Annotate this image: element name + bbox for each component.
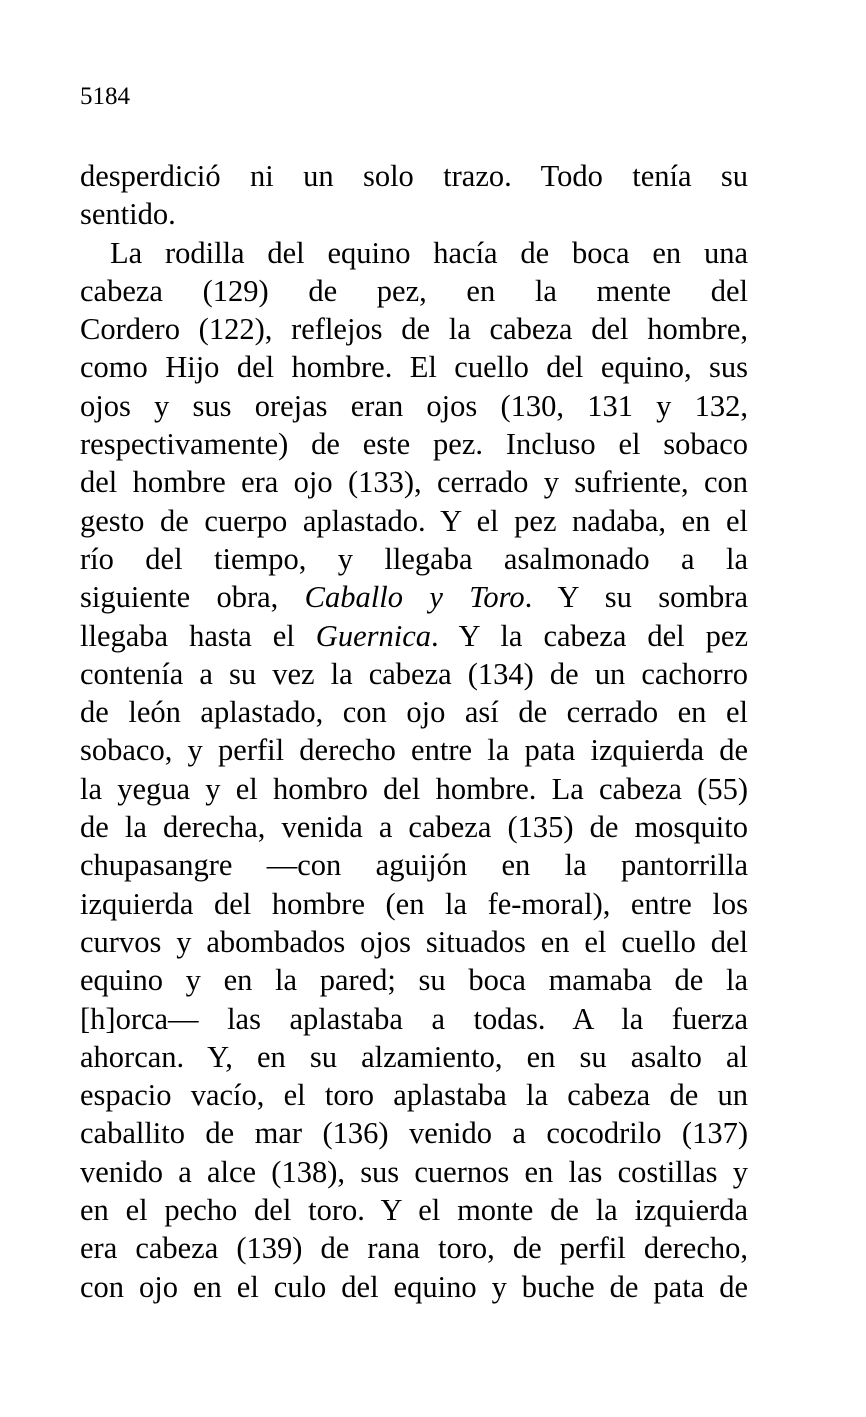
text-line — [80, 885, 748, 923]
text-line — [80, 1000, 748, 1038]
text-run: respectivamente) de este pez. Incluso el sobaco — [80, 427, 748, 462]
text-run: río del tiempo, y llegaba asalmonado a la — [80, 541, 748, 576]
text-run: gesto de cuerpo aplastado. Y el pez nadaba, en el — [80, 503, 748, 538]
text-run: [h]orca— las aplastaba a todas. A la fuerza — [80, 1001, 748, 1036]
italic-title: Guernica — [315, 618, 431, 653]
text-run: izquierda del hombre (en la fe-moral), entre los — [80, 886, 748, 921]
paragraph — [80, 234, 748, 1306]
text-run: de león aplastado, con ojo así de cerrado en el — [80, 695, 748, 730]
text-line — [80, 502, 748, 540]
text-run: sobaco, y perfil derecho entre la pata izquierda de — [80, 733, 748, 768]
text-run: curvos y abombados ojos situados en el cuello del — [80, 924, 748, 959]
text-line — [80, 617, 748, 655]
text-line — [80, 1268, 748, 1306]
text-line — [80, 234, 748, 272]
text-line — [80, 195, 748, 233]
text-run: caballito de mar (136) venido a cocodrilo (137) — [80, 1116, 748, 1151]
text-line — [80, 1191, 748, 1229]
text-line — [80, 272, 748, 310]
text-line — [80, 846, 748, 884]
text-run: era cabeza (139) de rana toro, de perfil derecho, — [80, 1231, 748, 1266]
text-run: la yegua y el hombro del hombre. La cabeza (55) — [80, 771, 748, 806]
text-run: ahorcan. Y, en su alzamiento, en su asalto al — [80, 1039, 748, 1074]
text-line — [80, 425, 748, 463]
text-line — [80, 1038, 748, 1076]
text-run: del hombre era ojo (133), cerrado y sufriente, con — [80, 465, 748, 500]
text-run: desperdició ni un solo trazo. Todo tenía su — [80, 159, 748, 193]
text-line — [80, 655, 748, 693]
text-line — [80, 463, 748, 501]
text-line — [80, 1114, 748, 1152]
text-run: chupasangre —con aguijón en la pantorrilla — [80, 848, 748, 883]
text-run: venido a alce (138), sus cuernos en las costillas y — [80, 1154, 748, 1189]
text-line — [80, 808, 748, 846]
text-line — [80, 310, 748, 348]
text-line — [80, 961, 748, 999]
page-number: 5184 — [80, 83, 130, 110]
text-line — [80, 1229, 748, 1267]
text-run: Cordero (122), reflejos de la cabeza del hombre, — [80, 312, 748, 347]
text-line — [80, 387, 748, 425]
text-run: siguiente obra, — [80, 580, 305, 615]
text-line — [80, 923, 748, 961]
text-line — [80, 157, 748, 195]
text-run: sentido. — [80, 197, 176, 232]
text-run: de la derecha, venida a cabeza (135) de mosquito — [80, 810, 748, 845]
text-run: espacio vacío, el toro aplastaba la cabeza de un — [80, 1078, 748, 1113]
text-run: llegaba hasta el — [80, 618, 316, 653]
text-line — [80, 731, 748, 769]
text-run: ojos y sus orejas eran ojos (130, 131 y 132, — [80, 388, 748, 423]
text-run: como Hijo del hombre. El cuello del equino, sus — [80, 350, 748, 385]
text-run: en el pecho del toro. Y el monte de la izquierda — [80, 1193, 748, 1228]
text-run: cabeza (129) de pez, en la mente del — [80, 273, 748, 308]
text-run: equino y en la pared; su boca mamaba de la — [80, 963, 748, 998]
text-run: . Y la cabeza del pez — [431, 618, 748, 653]
italic-title: Caballo y Toro — [304, 580, 525, 615]
text-line — [80, 693, 748, 731]
text-line — [80, 1076, 748, 1114]
text-line — [80, 770, 748, 808]
text-line — [80, 1153, 748, 1191]
text-run: . Y su sombra — [524, 580, 748, 615]
paragraph — [80, 157, 748, 234]
text-run: La rodilla del equino hacía de boca en una — [110, 235, 748, 270]
text-line — [80, 540, 748, 578]
text-run: contenía a su vez la cabeza (134) de un cachorro — [80, 656, 748, 691]
text-line — [80, 348, 748, 386]
text-run: con ojo en el culo del equino y buche de pata de — [80, 1269, 748, 1304]
body-text — [80, 157, 748, 1306]
text-line — [80, 578, 748, 616]
